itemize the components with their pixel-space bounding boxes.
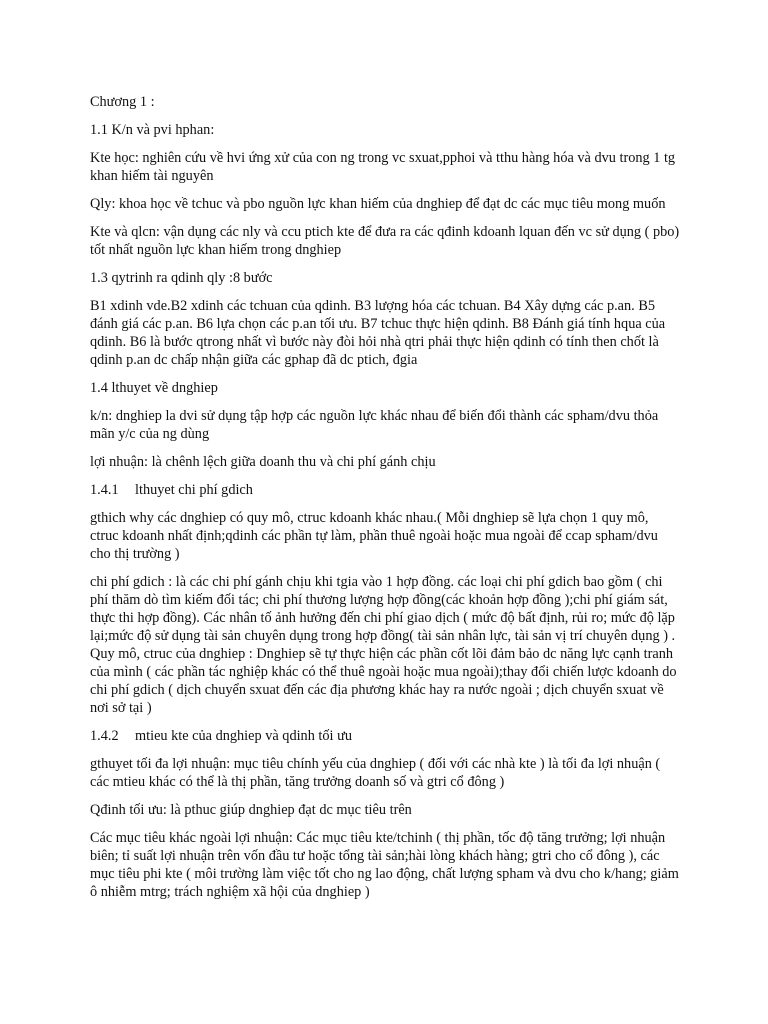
document-page — [90, 93, 680, 911]
section-heading-1-3: 1.3 qytrinh ra qdinh qly :8 bước — [90, 270, 273, 286]
section-heading-1-4-1 — [90, 481, 680, 499]
chapter-title: Chương 1 : — [90, 94, 155, 110]
paragraph-gthich: gthich why các dnghiep có quy mô, ctruc kdoanh khác nhau.( Mỗi dnghiep sẽ lựa chọn 1 quy mô, ctruc kdoanh nhất định;qdinh các phần tự làm, phần thuê ngoài hoặc mua ngoài để ccap spham/dvu cho thị trường ) — [90, 510, 658, 562]
paragraph-steps: B1 xdinh vde.B2 xdinh các tchuan của qdinh. B3 lượng hóa các tchuan. B4 Xây dựng các p.an. B5 đánh giá các p.an. B6 lựa chọn các p.an tối ưu. B7 tchuc thực hiện qdinh. B8 Đánh giá tính hqua của qdinh. B6 là bước qtrong nhất vì bước này đòi hỏi nhà qtri phải thực hiện qdinh có tính then chốt là qdinh p.an dc chấp nhận giữa các gphap đã dc ptich, đgia — [90, 298, 666, 368]
paragraph-kn: k/n: dnghiep la dvi sử dụng tập hợp các nguồn lực khác nhau để biến đổi thành các spham/dvu thỏa mãn y/c của ng dùng — [90, 408, 659, 442]
section-number: 1.4.2 — [90, 728, 119, 744]
paragraph-qly: Qly: khoa học về tchuc và pbo nguồn lực khan hiếm của dnghiep để đạt dc các mục tiêu mong muốn — [90, 196, 666, 212]
section-number: 1.4.1 — [90, 482, 119, 498]
paragraph-gthuyet: gthuyet tối đa lợi nhuận: mục tiêu chính yếu của dnghiep ( đối với các nhà kte ) là tối đa lợi nhuận ( các mtieu khác có thể là thị phần, tăng trưởng doanh số và gtri cổ đông ) — [90, 756, 661, 790]
paragraph-kte-qlcn: Kte và qlcn: vận dụng các nly và ccu ptich kte để đưa ra các qđinh kdoanh lquan đến vc sử dụng ( pbo) tốt nhất nguồn lực khan hiếm trong dnghiep — [90, 224, 680, 258]
section-title: mtieu kte của dnghiep và qdinh tối ưu — [135, 728, 352, 744]
section-title: lthuyet chi phí gdich — [135, 482, 253, 498]
paragraph-loi-nhuan: lợi nhuận: là chênh lệch giữa doanh thu và chi phí gánh chịu — [90, 454, 436, 470]
section-heading-1-1: 1.1 K/n và pvi hphan: — [90, 122, 215, 138]
paragraph-cac-muc-tieu: Các mục tiêu khác ngoài lợi nhuận: Các mục tiêu kte/tchinh ( thị phần, tốc độ tăng trưởng; lợi nhuận biên; tỉ suất lợi nhuận trên vốn đầu tư hoặc tổng tài sản;hài lòng khách hàng; gtri cho cổ đông ), các mục tiêu phi kte ( môi trường làm việc tốt cho ng lao động, chất lượng spham và dvu cho k/hang; giảm ô nhiễm mtrg; trách nghiệm xã hội của dnghiep ) — [90, 830, 679, 900]
paragraph-qdinh-toi-uu: Qđinh tối ưu: là pthuc giúp dnghiep đạt dc mục tiêu trên — [90, 802, 412, 818]
paragraph-kte-hoc: Kte học: nghiên cứu về hvi ứng xử của con ng trong vc sxuat,pphoi và tthu hàng hóa và dvu trong 1 tg khan hiếm tài nguyên — [90, 150, 676, 184]
section-heading-1-4-2 — [90, 727, 680, 745]
paragraph-chi-phi-gdich: chi phí gdich : là các chi phí gánh chịu khi tgia vào 1 hợp đồng. các loại chi phí gdich bao gồm ( chi phí thăm dò tìm kiếm đối tác; chi phí thương lượng hợp đồng(các khoản hợp đồng );chi phí giám sát, thực thi hợp đồng). Các nhân tố ảnh hưởng đến chi phí giao dịch ( mức độ bất định, rủi ro; mức độ lặp lại;mức độ sử dụng tài sản chuyên dụng trong hợp đồng( tài sản nhân lực, tài sản vị trí chuyên dụng ) . Quy mô, ctruc của dnghiep : Dnghiep sẽ tự thực hiện các phần cốt lõi đảm bảo dc năng lực cạnh tranh của mình ( các phần tác nghiệp khác có thể thuê ngoài hoặc mua ngoài);thay đổi chiến lược kdoanh do chi phí gdich ( dịch chuyển sxuat đến các địa phương khác hay ra nước ngoài ; dịch chuyển sxuat về nơi sở tại ) — [90, 574, 677, 716]
section-heading-1-4: 1.4 lthuyet về dnghiep — [90, 380, 218, 396]
